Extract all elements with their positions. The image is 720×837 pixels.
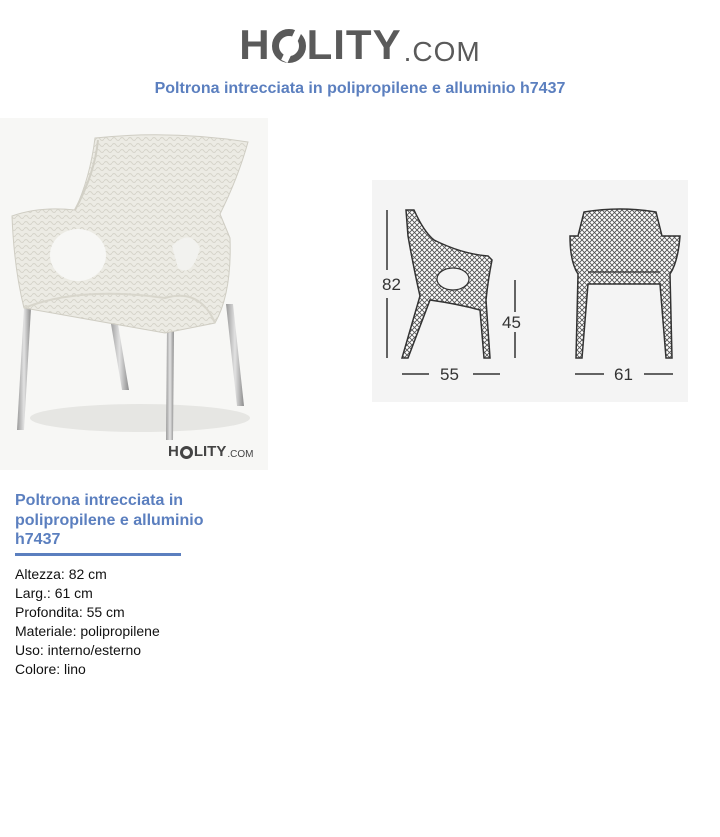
photo-watermark <box>168 443 253 460</box>
watermark-letters: LITY <box>193 443 227 460</box>
site-logo[interactable] <box>0 14 720 66</box>
spec-use: Uso: interno/esterno <box>15 642 142 658</box>
spec-material: Materiale: polipropilene <box>15 623 160 639</box>
dimension-height: 82 <box>382 275 401 294</box>
dimension-seat-height: 45 <box>502 313 521 332</box>
dimension-depth: 55 <box>440 365 459 384</box>
page-title: Poltrona intrecciata in polipropilene e alluminio h7437 <box>154 80 566 97</box>
title-underline <box>15 553 181 556</box>
spec-width: Larg.: 61 cm <box>15 585 93 601</box>
armchair-photo-icon <box>0 118 268 470</box>
spec-color: Colore: lino <box>15 661 86 677</box>
product-photo <box>0 118 268 470</box>
logo-letter-h: H <box>239 21 271 68</box>
dimension-width: 61 <box>614 365 633 384</box>
product-name: Poltrona intrecciata in polipropilene e alluminio h7437 <box>15 492 204 548</box>
logo-o-icon <box>272 29 306 63</box>
side-view-chair-icon <box>402 210 492 358</box>
logo-suffix: .COM <box>403 36 481 67</box>
watermark-o-icon <box>180 446 193 459</box>
logo-letters: LITY <box>306 21 402 68</box>
front-view-chair-icon <box>570 209 680 358</box>
watermark-letter-h: H <box>168 443 179 460</box>
dimension-diagram <box>372 180 688 402</box>
watermark-suffix: .COM <box>227 449 254 460</box>
spec-height: Altezza: 82 cm <box>15 566 107 582</box>
spec-list <box>15 565 160 679</box>
spec-depth: Profondita: 55 cm <box>15 604 125 620</box>
